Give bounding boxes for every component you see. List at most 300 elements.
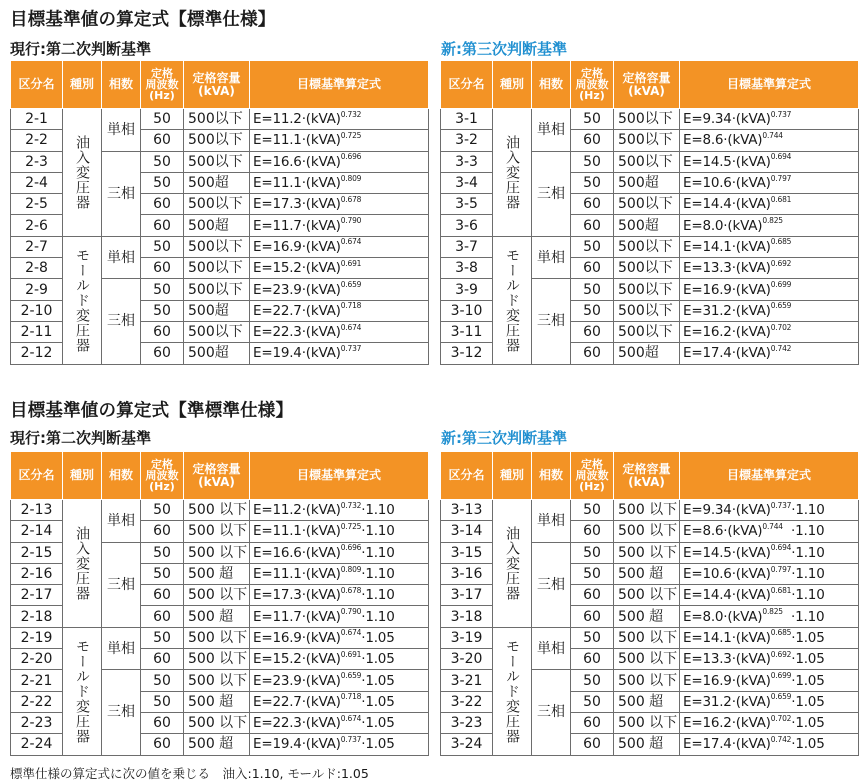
formula-base: E=13.3·(kVA)	[683, 260, 771, 277]
header-class: 区分名	[11, 61, 63, 109]
capacity-cell: 500 以下	[614, 627, 680, 648]
formula-cell	[250, 670, 429, 691]
frequency-cell: 60	[141, 343, 184, 364]
formula-exponent: 0.737	[340, 734, 362, 744]
header-frequency-line: 周波数	[575, 78, 609, 91]
formula-base: E=16.2·(kVA)	[683, 715, 771, 732]
formula-exponent: 0.725	[340, 130, 362, 140]
formula-base: E=31.2·(kVA)	[683, 302, 771, 319]
phase-cell-single: 単相	[102, 236, 141, 279]
frequency-cell: 60	[571, 521, 614, 542]
formula-base: E=22.3·(kVA)	[253, 324, 341, 341]
header-frequency-line: 周波数	[575, 469, 609, 482]
formula-base: E=16.6·(kVA)	[253, 153, 341, 170]
table-row	[441, 109, 859, 130]
frequency-cell: 60	[571, 585, 614, 606]
phase-cell-three: 三相	[102, 151, 141, 236]
class-cell: 2-6	[11, 215, 63, 236]
header-formula: 目標基準算定式	[250, 61, 429, 109]
formula-multiplier: ·1.05	[791, 715, 825, 732]
capacity-cell: 500以下	[184, 258, 250, 279]
formula-cell	[250, 194, 429, 215]
class-cell: 2-22	[11, 691, 63, 712]
class-cell: 3-24	[441, 734, 493, 755]
formula-base: E=11.2·(kVA)	[253, 502, 341, 519]
formula-base: E=11.1·(kVA)	[253, 175, 341, 192]
formula-cell	[680, 258, 859, 279]
formula-cell	[250, 606, 429, 627]
formula-cell	[680, 542, 859, 563]
formula-exponent: 0.797	[770, 564, 792, 574]
frequency-cell: 60	[571, 712, 614, 733]
formula-cell	[250, 300, 429, 321]
table-header-row	[441, 452, 859, 500]
formula-multiplier: ·1.10	[791, 566, 825, 583]
capacity-cell: 500 以下	[184, 712, 250, 733]
header-frequency	[141, 61, 184, 109]
formula-base: E=17.4·(kVA)	[683, 345, 771, 362]
capacity-cell: 500以下	[184, 321, 250, 342]
formula-exponent: 0.744	[762, 130, 783, 140]
formula-exponent: 0.692	[770, 258, 792, 268]
capacity-cell: 500以下	[614, 236, 680, 257]
formula-cell	[250, 343, 429, 364]
capacity-cell: 500超	[184, 300, 250, 321]
frequency-cell: 50	[571, 627, 614, 648]
formula-cell	[250, 649, 429, 670]
formula-cell	[680, 151, 859, 172]
formula-base: E=8.0·(kVA)	[683, 608, 763, 625]
formula-base: E=10.6·(kVA)	[683, 175, 771, 192]
formula-base: E=13.3·(kVA)	[683, 651, 771, 668]
header-phase: 相数	[532, 452, 571, 500]
formula-exponent: 0.699	[770, 280, 792, 290]
formula-base: E=22.7·(kVA)	[253, 693, 341, 710]
formula-base: E=11.1·(kVA)	[253, 566, 341, 583]
formula-base: E=14.1·(kVA)	[683, 238, 771, 255]
formula-exponent: 0.744	[762, 521, 783, 531]
formula-base: E=16.9·(kVA)	[253, 238, 341, 255]
capacity-cell: 500 以下	[184, 521, 250, 542]
formula-multiplier: ·1.10	[361, 587, 395, 604]
class-cell: 3-4	[441, 172, 493, 193]
header-formula: 目標基準算定式	[680, 61, 859, 109]
frequency-cell: 60	[141, 194, 184, 215]
class-cell: 2-16	[11, 563, 63, 584]
header-frequency-line: 定格	[151, 67, 173, 80]
frequency-cell: 50	[141, 236, 184, 257]
header-frequency	[141, 452, 184, 500]
formula-cell	[680, 649, 859, 670]
current-criteria-title-semi: 現行:第二次判断基準	[10, 429, 151, 447]
formula-exponent: 0.809	[340, 564, 362, 574]
class-cell: 3-16	[441, 563, 493, 584]
header-frequency-line: (Hz)	[579, 480, 605, 493]
formula-cell	[680, 343, 859, 364]
formula-multiplier: ·1.05	[791, 693, 825, 710]
formula-exponent: 0.674	[340, 322, 362, 332]
formula-exponent: 0.659	[770, 301, 792, 311]
formula-exponent: 0.737	[770, 500, 792, 510]
formula-cell	[680, 300, 859, 321]
capacity-cell: 500超	[614, 172, 680, 193]
class-cell: 2-18	[11, 606, 63, 627]
formula-exponent: 0.691	[340, 649, 362, 659]
header-frequency-line: 定格	[581, 67, 603, 80]
class-cell: 2-20	[11, 649, 63, 670]
class-cell: 3-13	[441, 500, 493, 521]
phase-cell-single: 単相	[102, 500, 141, 543]
frequency-cell: 50	[141, 542, 184, 563]
phase-cell-three: 三相	[532, 542, 571, 627]
capacity-cell: 500以下	[614, 151, 680, 172]
class-cell: 2-17	[11, 585, 63, 606]
frequency-cell: 50	[571, 691, 614, 712]
formula-cell	[250, 521, 429, 542]
formula-cell	[680, 500, 859, 521]
formula-exponent: 0.699	[770, 671, 792, 681]
header-frequency	[571, 61, 614, 109]
capacity-cell: 500 以下	[184, 627, 250, 648]
formula-base: E=19.4·(kVA)	[253, 736, 341, 753]
frequency-cell: 50	[141, 279, 184, 300]
formula-exponent: 0.809	[340, 173, 362, 183]
formula-multiplier: ·1.10	[361, 566, 395, 583]
formula-exponent: 0.681	[770, 585, 792, 595]
formula-cell	[680, 585, 859, 606]
frequency-cell: 50	[571, 109, 614, 130]
capacity-cell: 500以下	[184, 109, 250, 130]
formula-cell	[250, 563, 429, 584]
capacity-cell: 500 以下	[614, 712, 680, 733]
header-class: 区分名	[441, 61, 493, 109]
table-current-standard	[10, 60, 429, 365]
capacity-cell: 500以下	[614, 109, 680, 130]
formula-cell	[680, 670, 859, 691]
frequency-cell: 50	[141, 691, 184, 712]
frequency-cell: 60	[571, 321, 614, 342]
formula-exponent: 0.685	[770, 628, 792, 638]
frequency-cell: 60	[571, 130, 614, 151]
frequency-cell: 60	[571, 606, 614, 627]
formula-base: E=11.1·(kVA)	[253, 523, 341, 540]
new-criteria-title-semi: 新:第三次判断基準	[441, 429, 567, 447]
formula-base: E=8.6·(kVA)	[683, 523, 763, 540]
formula-cell	[680, 691, 859, 712]
capacity-cell: 500 以下	[184, 542, 250, 563]
formula-base: E=16.6·(kVA)	[253, 544, 341, 561]
frequency-cell: 50	[571, 279, 614, 300]
formula-cell	[680, 215, 859, 236]
formula-exponent: 0.694	[770, 152, 792, 162]
table-row	[11, 627, 429, 648]
formula-cell	[250, 321, 429, 342]
header-phase: 相数	[102, 61, 141, 109]
formula-base: E=11.1·(kVA)	[253, 132, 341, 149]
frequency-cell: 60	[571, 343, 614, 364]
class-cell: 3-5	[441, 194, 493, 215]
formula-base: E=9.34·(kVA)	[683, 502, 771, 519]
formula-base: E=9.34·(kVA)	[683, 111, 771, 128]
formula-exponent: 0.718	[340, 301, 362, 311]
class-cell: 3-9	[441, 279, 493, 300]
formula-multiplier: ·1.05	[791, 629, 825, 646]
formula-multiplier: ·1.10	[791, 544, 825, 561]
formula-base: E=15.2·(kVA)	[253, 260, 341, 277]
formula-cell	[680, 606, 859, 627]
formula-multiplier: ·1.05	[361, 736, 395, 753]
header-frequency-line: 周波数	[145, 78, 179, 91]
formula-exponent: 0.659	[770, 692, 792, 702]
header-formula: 目標基準算定式	[250, 452, 429, 500]
phase-cell-single: 単相	[532, 236, 571, 279]
header-capacity	[184, 61, 250, 109]
formula-base: E=19.4·(kVA)	[253, 345, 341, 362]
formula-exponent: 0.685	[770, 237, 792, 247]
formula-base: E=17.3·(kVA)	[253, 196, 341, 213]
formula-cell	[680, 279, 859, 300]
class-cell: 2-5	[11, 194, 63, 215]
table-new-semi-standard	[440, 451, 859, 756]
formula-cell	[250, 279, 429, 300]
frequency-cell: 50	[571, 542, 614, 563]
capacity-cell: 500 以下	[184, 585, 250, 606]
header-frequency-line: (Hz)	[149, 480, 175, 493]
header-phase: 相数	[102, 452, 141, 500]
header-type: 種別	[493, 452, 532, 500]
table-row	[441, 500, 859, 521]
class-cell: 3-10	[441, 300, 493, 321]
formula-multiplier: ·1.05	[791, 651, 825, 668]
header-type: 種別	[493, 61, 532, 109]
formula-exponent: 0.732	[340, 500, 362, 510]
formula-exponent: 0.732	[340, 109, 362, 119]
phase-cell-single: 単相	[532, 109, 571, 152]
frequency-cell: 50	[571, 236, 614, 257]
type-cell-oil: 油入変圧器	[493, 109, 532, 237]
class-cell: 3-7	[441, 236, 493, 257]
header-capacity	[614, 61, 680, 109]
formula-exponent: 0.737	[770, 109, 792, 119]
phase-cell-single: 単相	[102, 627, 141, 670]
formula-cell	[680, 734, 859, 755]
formula-base: E=31.2·(kVA)	[683, 693, 771, 710]
formula-multiplier: ·1.10	[361, 523, 395, 540]
class-cell: 2-15	[11, 542, 63, 563]
capacity-cell: 500 以下	[614, 649, 680, 670]
formula-multiplier: ·1.10	[782, 523, 825, 540]
formula-base: E=22.3·(kVA)	[253, 715, 341, 732]
capacity-cell: 500 超	[184, 563, 250, 584]
class-cell: 2-1	[11, 109, 63, 130]
formula-multiplier: ·1.05	[361, 672, 395, 689]
class-cell: 2-19	[11, 627, 63, 648]
formula-base: E=14.5·(kVA)	[683, 153, 771, 170]
class-cell: 2-8	[11, 258, 63, 279]
formula-exponent: 0.681	[770, 194, 792, 204]
formula-cell	[250, 542, 429, 563]
formula-base: E=16.9·(kVA)	[683, 281, 771, 298]
formula-cell	[680, 563, 859, 584]
formula-multiplier: ·1.05	[791, 736, 825, 753]
formula-base: E=10.6·(kVA)	[683, 566, 771, 583]
capacity-cell: 500超	[184, 215, 250, 236]
capacity-cell: 500 超	[614, 606, 680, 627]
header-class: 区分名	[441, 452, 493, 500]
class-cell: 2-13	[11, 500, 63, 521]
formula-base: E=16.9·(kVA)	[683, 672, 771, 689]
class-cell: 2-23	[11, 712, 63, 733]
phase-cell-three: 三相	[532, 151, 571, 236]
formula-cell	[250, 691, 429, 712]
capacity-cell: 500 超	[184, 691, 250, 712]
capacity-cell: 500 以下	[614, 542, 680, 563]
formula-multiplier: ·1.10	[782, 608, 825, 625]
header-phase: 相数	[532, 61, 571, 109]
class-cell: 2-2	[11, 130, 63, 151]
formula-cell	[250, 236, 429, 257]
formula-cell	[680, 321, 859, 342]
frequency-cell: 60	[571, 649, 614, 670]
formula-cell	[680, 194, 859, 215]
capacity-cell: 500 以下	[614, 500, 680, 521]
formula-base: E=16.2·(kVA)	[683, 324, 771, 341]
capacity-cell: 500以下	[614, 321, 680, 342]
header-capacity	[614, 452, 680, 500]
frequency-cell: 60	[571, 258, 614, 279]
formula-cell	[680, 130, 859, 151]
formula-exponent: 0.696	[340, 152, 362, 162]
formula-base: E=17.3·(kVA)	[253, 587, 341, 604]
header-capacity-line: 定格容量	[622, 70, 671, 85]
capacity-cell: 500以下	[614, 300, 680, 321]
capacity-cell: 500超	[184, 343, 250, 364]
table-row	[11, 109, 429, 130]
capacity-cell: 500 以下	[614, 670, 680, 691]
table-current-semi-standard	[10, 451, 429, 756]
formula-exponent: 0.742	[770, 734, 792, 744]
phase-cell-three: 三相	[102, 670, 141, 755]
capacity-cell: 500 以下	[614, 521, 680, 542]
type-cell-oil: 油入変圧器	[63, 500, 102, 628]
formula-exponent: 0.674	[340, 237, 362, 247]
capacity-cell: 500以下	[184, 236, 250, 257]
class-cell: 3-1	[441, 109, 493, 130]
class-cell: 2-21	[11, 670, 63, 691]
type-cell-mold: モールド変圧器	[493, 236, 532, 364]
frequency-cell: 60	[141, 521, 184, 542]
formula-exponent: 0.659	[340, 671, 362, 681]
formula-exponent: 0.790	[340, 216, 362, 226]
header-formula: 目標基準算定式	[680, 452, 859, 500]
formula-cell	[250, 712, 429, 733]
type-cell-mold: モールド変圧器	[63, 627, 102, 755]
frequency-cell: 60	[141, 258, 184, 279]
formula-cell	[250, 151, 429, 172]
table-row	[441, 627, 859, 648]
frequency-cell: 60	[141, 130, 184, 151]
formula-exponent: 0.725	[340, 521, 362, 531]
header-type: 種別	[63, 61, 102, 109]
frequency-cell: 50	[141, 151, 184, 172]
frequency-cell: 50	[571, 300, 614, 321]
frequency-cell: 50	[571, 151, 614, 172]
formula-exponent: 0.694	[770, 543, 792, 553]
capacity-cell: 500超	[184, 172, 250, 193]
formula-multiplier: ·1.05	[361, 651, 395, 668]
type-cell-mold: モールド変圧器	[493, 627, 532, 755]
frequency-cell: 60	[571, 734, 614, 755]
header-capacity-line: 定格容量	[192, 461, 241, 476]
formula-exponent: 0.692	[770, 649, 792, 659]
header-capacity-line: 定格容量	[622, 461, 671, 476]
formula-exponent: 0.702	[770, 713, 792, 723]
type-cell-oil: 油入変圧器	[493, 500, 532, 628]
class-cell: 2-12	[11, 343, 63, 364]
class-cell: 3-2	[441, 130, 493, 151]
capacity-cell: 500 超	[184, 606, 250, 627]
header-frequency-line: 定格	[151, 458, 173, 471]
table-row	[11, 500, 429, 521]
frequency-cell: 50	[141, 300, 184, 321]
formula-multiplier: ·1.10	[791, 587, 825, 604]
formula-cell	[680, 109, 859, 130]
formula-cell	[250, 627, 429, 648]
capacity-cell: 500 超	[614, 734, 680, 755]
formula-base: E=17.4·(kVA)	[683, 736, 771, 753]
capacity-cell: 500 以下	[184, 500, 250, 521]
header-capacity-line: 定格容量	[192, 70, 241, 85]
frequency-cell: 60	[141, 585, 184, 606]
frequency-cell: 50	[141, 172, 184, 193]
class-cell: 3-14	[441, 521, 493, 542]
table-header-row	[11, 452, 429, 500]
capacity-cell: 500 以下	[184, 670, 250, 691]
frequency-cell: 50	[571, 172, 614, 193]
header-type: 種別	[63, 452, 102, 500]
formula-multiplier: ·1.05	[361, 715, 395, 732]
frequency-cell: 60	[141, 649, 184, 670]
formula-cell	[250, 172, 429, 193]
formula-base: E=14.4·(kVA)	[683, 587, 771, 604]
formula-exponent: 0.691	[340, 258, 362, 268]
formula-cell	[250, 258, 429, 279]
frequency-cell: 50	[571, 500, 614, 521]
formula-base: E=23.9·(kVA)	[253, 281, 341, 298]
formula-cell	[250, 500, 429, 521]
frequency-cell: 60	[141, 734, 184, 755]
formula-exponent: 0.674	[340, 628, 362, 638]
formula-base: E=15.2·(kVA)	[253, 651, 341, 668]
footnote: 標準仕様の算定式に次の値を乗じる 油入:1.10, モールド:1.05	[10, 766, 369, 781]
class-cell: 3-3	[441, 151, 493, 172]
frequency-cell: 50	[141, 627, 184, 648]
formula-exponent: 0.702	[770, 322, 792, 332]
formula-multiplier: ·1.10	[361, 608, 395, 625]
formula-exponent: 0.742	[770, 343, 792, 353]
formula-exponent: 0.790	[340, 607, 362, 617]
formula-exponent: 0.825	[762, 216, 783, 226]
formula-cell	[250, 585, 429, 606]
capacity-cell: 500 以下	[614, 585, 680, 606]
table-row	[11, 236, 429, 257]
formula-multiplier: ·1.10	[361, 544, 395, 561]
header-frequency-line: 周波数	[145, 469, 179, 482]
class-cell: 3-19	[441, 627, 493, 648]
frequency-cell: 60	[141, 215, 184, 236]
formula-base: E=14.5·(kVA)	[683, 544, 771, 561]
formula-base: E=14.4·(kVA)	[683, 196, 771, 213]
